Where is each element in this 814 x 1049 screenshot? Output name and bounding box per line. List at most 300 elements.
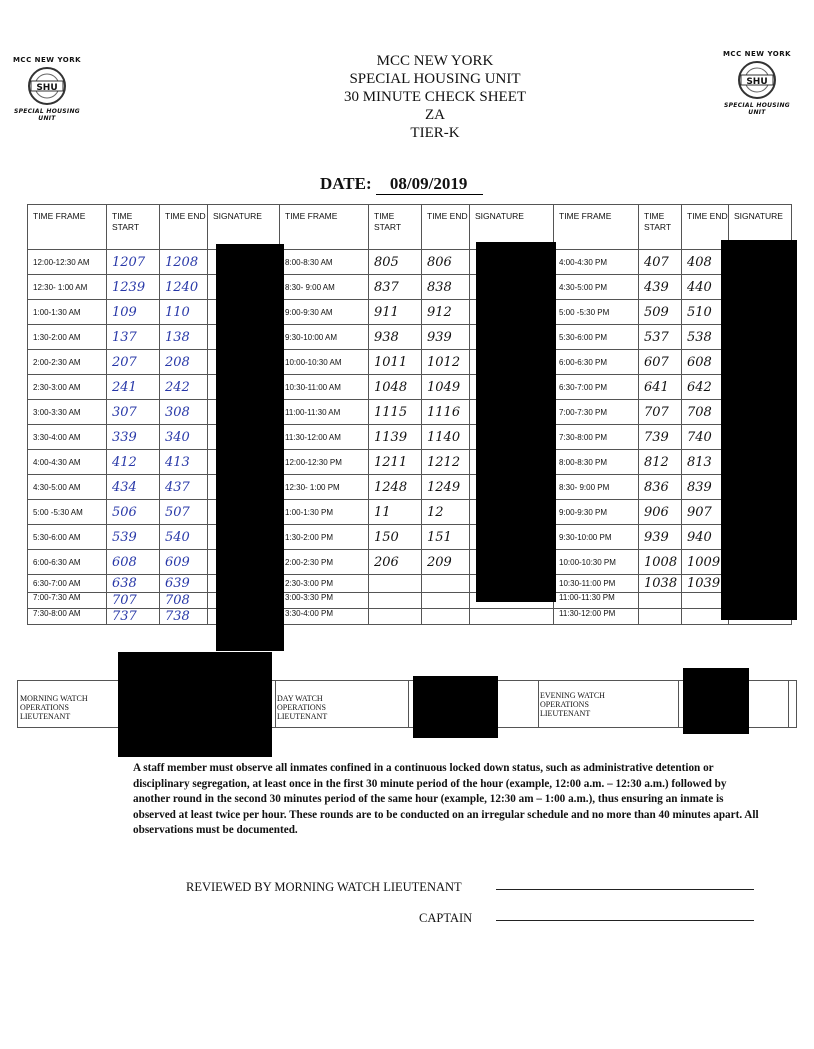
captain-label: CAPTAIN (419, 911, 473, 925)
logo-top-text: MCC NEW YORK (722, 50, 792, 58)
cell-time-frame (28, 500, 107, 525)
cell-time-frame (280, 350, 369, 375)
cell-time-start (369, 400, 422, 425)
table-row (28, 425, 792, 450)
time-start-value: 739 (644, 429, 669, 445)
time-end-value: 1012 (427, 354, 461, 370)
time-frame-value: 5:30-6:00 PM (559, 332, 608, 342)
time-start-value: 434 (112, 479, 137, 495)
cell-time-frame (28, 325, 107, 350)
time-frame-value: 6:00-6:30 PM (559, 357, 608, 367)
time-frame-value: 4:00-4:30 PM (559, 257, 608, 267)
col-time-end: TIME END (682, 205, 729, 250)
time-start-value: 207 (112, 354, 137, 370)
cell-time-start (639, 325, 682, 350)
cell-time-start (639, 350, 682, 375)
cell-time-start (107, 325, 160, 350)
time-start-value: 339 (112, 429, 137, 445)
cell-time-end (422, 400, 470, 425)
cell-time-start (107, 450, 160, 475)
time-start-value: 1211 (374, 454, 408, 470)
time-end-value: 738 (165, 609, 190, 624)
cell-time-end (160, 593, 208, 609)
time-frame-value: 10:30-11:00 AM (285, 382, 341, 392)
time-frame-value: 11:00-11:30 PM (559, 593, 615, 602)
time-start-value: 1207 (112, 254, 146, 270)
time-start-value: 539 (112, 529, 137, 545)
cell-time-end (160, 575, 208, 593)
table-row (28, 525, 792, 550)
cell-time-frame (28, 275, 107, 300)
cell-time-end (422, 425, 470, 450)
time-end-value: 907 (687, 504, 712, 520)
time-start-value: 805 (374, 254, 399, 270)
time-frame-value: 8:00-8:30 AM (285, 257, 333, 267)
time-start-value: 11 (374, 504, 391, 520)
time-frame-value: 11:30-12:00 PM (559, 609, 616, 618)
time-start-value: 206 (374, 554, 399, 570)
time-end-value: 242 (165, 379, 190, 395)
cell-time-frame (280, 575, 369, 593)
cell-time-frame (280, 325, 369, 350)
time-frame-value: 10:30-11:00 PM (559, 579, 616, 588)
evening-watch-label: EVENING WATCH OPERATIONS LIEUTENANT (540, 691, 605, 718)
col-time-frame: TIME FRAME (28, 205, 107, 250)
time-start-value: 1038 (644, 576, 678, 591)
time-frame-value: 6:30-7:00 AM (33, 579, 81, 588)
time-frame-value: 12:30- 1:00 PM (285, 482, 340, 492)
time-start-value: 1011 (374, 354, 408, 370)
cell-time-frame (280, 550, 369, 575)
cell-time-start (369, 575, 422, 593)
time-start-value: 607 (644, 354, 669, 370)
time-frame-value: 1:00-1:30 PM (285, 507, 334, 517)
cell-time-start (107, 550, 160, 575)
cell-time-start (369, 425, 422, 450)
cell-time-frame (280, 400, 369, 425)
time-end-value: 437 (165, 479, 190, 495)
time-frame-value: 9:30-10:00 AM (285, 332, 338, 342)
time-frame-value: 1:30-2:00 PM (285, 532, 334, 542)
cell-time-end (422, 300, 470, 325)
captain-signature-line (496, 920, 754, 921)
cell-time-frame (280, 250, 369, 275)
cell-signature (470, 609, 554, 625)
time-frame-value: 3:30-4:00 AM (33, 432, 81, 442)
cell-time-frame (280, 475, 369, 500)
cell-time-frame (554, 300, 639, 325)
cell-time-end (160, 250, 208, 275)
time-frame-value: 2:30-3:00 AM (33, 382, 81, 392)
cell-time-frame (554, 500, 639, 525)
time-frame-value: 3:30-4:00 PM (285, 609, 334, 618)
cell-time-end (160, 425, 208, 450)
table-row (28, 575, 792, 593)
redacted-evening-lieutenant (683, 668, 749, 734)
reviewed-by-label: REVIEWED BY MORNING WATCH LIEUTENANT (186, 880, 462, 894)
time-end-value: 813 (687, 454, 712, 470)
cell-time-frame (28, 550, 107, 575)
table-row (28, 325, 792, 350)
time-frame-value: 7:00-7:30 PM (559, 407, 608, 417)
time-start-value: 150 (374, 529, 399, 545)
cell-time-frame (280, 525, 369, 550)
cell-time-start (639, 425, 682, 450)
cell-time-frame (28, 375, 107, 400)
cell-time-start (369, 350, 422, 375)
cell-time-end (160, 475, 208, 500)
cell-time-end (422, 500, 470, 525)
morning-watch-label: MORNING WATCH OPERATIONS LIEUTENANT (20, 694, 88, 721)
cell-time-start (107, 575, 160, 593)
cell-time-end (422, 450, 470, 475)
time-frame-value: 12:00-12:30 AM (33, 257, 90, 267)
cell-time-start (369, 475, 422, 500)
time-end-value: 340 (165, 429, 190, 445)
table-row (28, 275, 792, 300)
cell-time-start (639, 375, 682, 400)
cell-time-frame (554, 325, 639, 350)
cell-time-end (422, 475, 470, 500)
time-frame-value: 11:00-11:30 AM (285, 407, 341, 417)
cell-time-frame (28, 575, 107, 593)
cell-time-end (160, 609, 208, 625)
time-frame-value: 2:00-2:30 PM (285, 557, 334, 567)
time-end-value: 940 (687, 529, 712, 545)
cell-time-start (369, 525, 422, 550)
time-end-value: 151 (427, 529, 452, 545)
cell-time-start (639, 500, 682, 525)
time-start-value: 537 (644, 329, 669, 345)
table-row (28, 250, 792, 275)
redacted-morning-lieutenant (118, 652, 272, 757)
time-frame-value: 11:30-12:00 AM (285, 432, 341, 442)
cell-time-start (369, 500, 422, 525)
cell-time-start (639, 475, 682, 500)
cell-time-start (369, 300, 422, 325)
time-frame-value: 6:00-6:30 AM (33, 557, 81, 567)
col-time-start: TIME START (107, 205, 160, 250)
time-start-value: 836 (644, 479, 669, 495)
cell-time-end (160, 525, 208, 550)
time-frame-value: 12:00-12:30 PM (285, 457, 342, 467)
logo-top-text: MCC NEW YORK (12, 56, 82, 64)
time-end-value: 912 (427, 304, 452, 320)
cell-time-start (369, 593, 422, 609)
time-end-value: 1039 (687, 576, 721, 591)
cell-time-start (107, 350, 160, 375)
time-start-value: 911 (374, 304, 399, 320)
time-frame-value: 1:30-2:00 AM (33, 332, 81, 342)
time-frame-value: 3:00-3:30 AM (33, 407, 81, 417)
time-frame-value: 4:00-4:30 AM (33, 457, 81, 467)
cell-time-start (107, 275, 160, 300)
time-start-value: 906 (644, 504, 669, 520)
cell-time-start (639, 275, 682, 300)
redacted-signature-evening (721, 240, 797, 620)
cell-time-frame (28, 250, 107, 275)
time-end-value: 510 (687, 304, 712, 320)
logo-bottom-text: SPECIAL HOUSING UNIT (723, 102, 790, 116)
table-row (28, 350, 792, 375)
time-frame-value: 8:30- 9:00 AM (285, 282, 335, 292)
time-start-value: 837 (374, 279, 399, 295)
cell-time-start (369, 375, 422, 400)
cell-time-start (639, 550, 682, 575)
cell-time-frame (280, 450, 369, 475)
time-start-value: 1239 (112, 279, 146, 295)
time-end-value: 138 (165, 329, 190, 345)
time-start-value: 641 (644, 379, 669, 395)
time-start-value: 737 (112, 609, 137, 624)
time-end-value: 1240 (165, 279, 199, 295)
redacted-signature-day (476, 242, 556, 602)
redacted-day-lieutenant (413, 676, 498, 738)
cell-time-start (107, 400, 160, 425)
header-line-1: MCC NEW YORK (376, 53, 494, 69)
time-frame-value: 9:30-10:00 PM (559, 532, 612, 542)
time-start-value: 1139 (374, 429, 408, 445)
time-end-value: 838 (427, 279, 452, 295)
time-end-value: 413 (165, 454, 190, 470)
cell-time-start (369, 275, 422, 300)
check-sheet-table (27, 204, 792, 625)
time-start-value: 608 (112, 554, 137, 570)
cell-time-end (422, 275, 470, 300)
cell-time-frame (554, 275, 639, 300)
time-end-value: 507 (165, 504, 190, 520)
time-start-value: 938 (374, 329, 399, 345)
cell-time-start (639, 525, 682, 550)
time-end-value: 1049 (427, 379, 461, 395)
cell-time-end (422, 525, 470, 550)
cell-time-start (639, 400, 682, 425)
cell-time-end (422, 325, 470, 350)
cell-time-frame (280, 425, 369, 450)
cell-time-frame (280, 275, 369, 300)
cell-time-frame (28, 609, 107, 625)
time-frame-value: 2:00-2:30 AM (33, 357, 81, 367)
time-start-value: 506 (112, 504, 137, 520)
cell-time-start (639, 609, 682, 625)
time-frame-value: 5:30-6:00 AM (33, 532, 81, 542)
cell-time-frame (28, 450, 107, 475)
col-time-start: TIME START (639, 205, 682, 250)
cell-time-start (639, 450, 682, 475)
time-start-value: 109 (112, 304, 137, 320)
time-frame-value: 1:00-1:30 AM (33, 307, 81, 317)
cell-time-end (160, 300, 208, 325)
date-label: DATE: (320, 174, 372, 193)
cell-time-end (422, 250, 470, 275)
time-end-value: 608 (687, 354, 712, 370)
table-row (28, 475, 792, 500)
col-time-end: TIME END (160, 205, 208, 250)
cell-time-frame (554, 450, 639, 475)
cell-time-start (639, 575, 682, 593)
time-end-value: 639 (165, 576, 190, 591)
cell-time-start (107, 525, 160, 550)
cell-time-end (422, 609, 470, 625)
cell-time-start (369, 325, 422, 350)
time-end-value: 209 (427, 554, 452, 570)
time-end-value: 1212 (427, 454, 461, 470)
cell-time-start (107, 609, 160, 625)
table-row (28, 375, 792, 400)
logo-badge-text: SHU (36, 83, 58, 93)
time-frame-value: 12:30- 1:00 AM (33, 282, 88, 292)
header-line-5: TIER-K (410, 125, 460, 141)
col-signature: SIGNATURE (208, 205, 280, 250)
time-start-value: 241 (112, 379, 137, 395)
cell-time-end (422, 375, 470, 400)
cell-time-end (160, 450, 208, 475)
time-end-value: 839 (687, 479, 712, 495)
time-end-value: 208 (165, 354, 190, 370)
cell-time-start (369, 450, 422, 475)
cell-time-start (107, 593, 160, 609)
day-watch-label: DAY WATCH OPERATIONS LIEUTENANT (277, 694, 328, 721)
cell-time-end (422, 550, 470, 575)
col-signature: SIGNATURE (729, 205, 792, 250)
time-end-value: 609 (165, 554, 190, 570)
header-line-3: 30 MINUTE CHECK SHEET (343, 89, 527, 105)
cell-time-start (369, 250, 422, 275)
time-start-value: 638 (112, 576, 137, 591)
time-end-value: 708 (687, 404, 712, 420)
table-row (28, 500, 792, 525)
cell-time-start (639, 250, 682, 275)
time-start-value: 1048 (374, 379, 408, 395)
cell-time-end (422, 350, 470, 375)
time-start-value: 509 (644, 304, 669, 320)
time-end-value: 440 (687, 279, 712, 295)
cell-time-frame (554, 250, 639, 275)
cell-time-frame (554, 575, 639, 593)
header-line-2: SPECIAL HOUSING UNIT (349, 71, 521, 87)
time-end-value: 1116 (427, 404, 461, 420)
redacted-signature-morning (216, 244, 284, 651)
cell-time-start (107, 500, 160, 525)
cell-time-frame (280, 300, 369, 325)
cell-time-frame (280, 375, 369, 400)
cell-time-end (160, 375, 208, 400)
time-end-value: 12 (427, 504, 444, 520)
col-signature: SIGNATURE (470, 205, 554, 250)
cell-time-frame (28, 593, 107, 609)
time-start-value: 307 (112, 404, 137, 420)
col-time-start: TIME START (369, 205, 422, 250)
time-frame-value: 8:30- 9:00 PM (559, 482, 610, 492)
page-header (300, 52, 570, 142)
cell-time-start (369, 609, 422, 625)
time-frame-value: 7:30-8:00 PM (559, 432, 608, 442)
cell-time-start (107, 475, 160, 500)
header-line-4: ZA (425, 107, 445, 123)
time-end-value: 1249 (427, 479, 461, 495)
cell-time-start (369, 550, 422, 575)
col-time-frame: TIME FRAME (554, 205, 639, 250)
cell-time-end (422, 575, 470, 593)
time-end-value: 1208 (165, 254, 199, 270)
time-frame-value: 7:00-7:30 AM (33, 593, 81, 602)
time-frame-value: 4:30-5:00 AM (33, 482, 81, 492)
time-end-value: 1009 (687, 554, 721, 570)
date-value: 08/09/2019 (376, 174, 483, 195)
time-start-value: 137 (112, 329, 137, 345)
time-frame-value: 5:00 -5:30 AM (33, 507, 83, 517)
cell-time-end (160, 275, 208, 300)
time-frame-value: 2:30-3:00 PM (285, 579, 334, 588)
time-frame-value: 9:00-9:30 PM (559, 507, 608, 517)
cell-time-start (639, 593, 682, 609)
cell-time-start (107, 425, 160, 450)
time-start-value: 439 (644, 279, 669, 295)
time-end-value: 110 (165, 304, 190, 320)
col-time-end: TIME END (422, 205, 470, 250)
time-frame-value: 8:00-8:30 PM (559, 457, 608, 467)
cell-time-end (160, 550, 208, 575)
time-frame-value: 10:00-10:30 PM (559, 557, 616, 567)
policy-paragraph: A staff member must observe all inmates confined in a continuous locked down status, such as administrative detention or disciplinary segregation, at least once in the first 30 minute period of the hour (example, 12:00 a.m. – 12:30 a.m.) followed by another round in the second 30 minutes period of the same hour (example, 12:30 am – 1:00 a.m.), thus ensuring an inmate is observed at least twice per hour. These rounds are to be conducted on an irregular schedule and no more than 40 minutes apart. All observations must be documented. (133, 762, 759, 836)
table-row (28, 550, 792, 575)
cell-time-frame (554, 400, 639, 425)
time-start-value: 407 (644, 254, 669, 270)
cell-time-frame (554, 550, 639, 575)
time-start-value: 939 (644, 529, 669, 545)
shu-logo-right (722, 50, 792, 130)
cell-time-end (160, 500, 208, 525)
time-start-value: 412 (112, 454, 137, 470)
cell-time-frame (28, 300, 107, 325)
table-header-row (28, 205, 792, 250)
time-end-value: 308 (165, 404, 190, 420)
cell-time-start (107, 375, 160, 400)
time-end-value: 806 (427, 254, 452, 270)
time-start-value: 1115 (374, 404, 408, 420)
time-end-value: 408 (687, 254, 712, 270)
cell-time-frame (280, 500, 369, 525)
col-time-frame: TIME FRAME (280, 205, 369, 250)
cell-time-frame (280, 593, 369, 609)
table-row (28, 609, 792, 625)
logo-badge-text: SHU (746, 77, 768, 87)
table-row (28, 450, 792, 475)
cell-time-start (107, 250, 160, 275)
cell-time-frame (28, 525, 107, 550)
time-start-value: 1008 (644, 554, 678, 570)
time-frame-value: 7:30-8:00 AM (33, 609, 81, 618)
table-row (28, 300, 792, 325)
time-end-value: 1140 (427, 429, 461, 445)
cell-time-frame (554, 425, 639, 450)
time-end-value: 740 (687, 429, 712, 445)
time-end-value: 939 (427, 329, 452, 345)
table-row (28, 400, 792, 425)
cell-time-end (160, 325, 208, 350)
time-frame-value: 10:00-10:30 AM (285, 357, 342, 367)
cell-time-frame (554, 609, 639, 625)
cell-time-frame (554, 475, 639, 500)
time-start-value: 707 (644, 404, 669, 420)
cell-time-frame (28, 425, 107, 450)
time-start-value: 707 (112, 593, 137, 608)
cell-time-frame (554, 375, 639, 400)
time-end-value: 642 (687, 379, 712, 395)
cell-time-end (160, 350, 208, 375)
cell-time-end (422, 593, 470, 609)
reviewed-by-signature-line (496, 889, 754, 890)
